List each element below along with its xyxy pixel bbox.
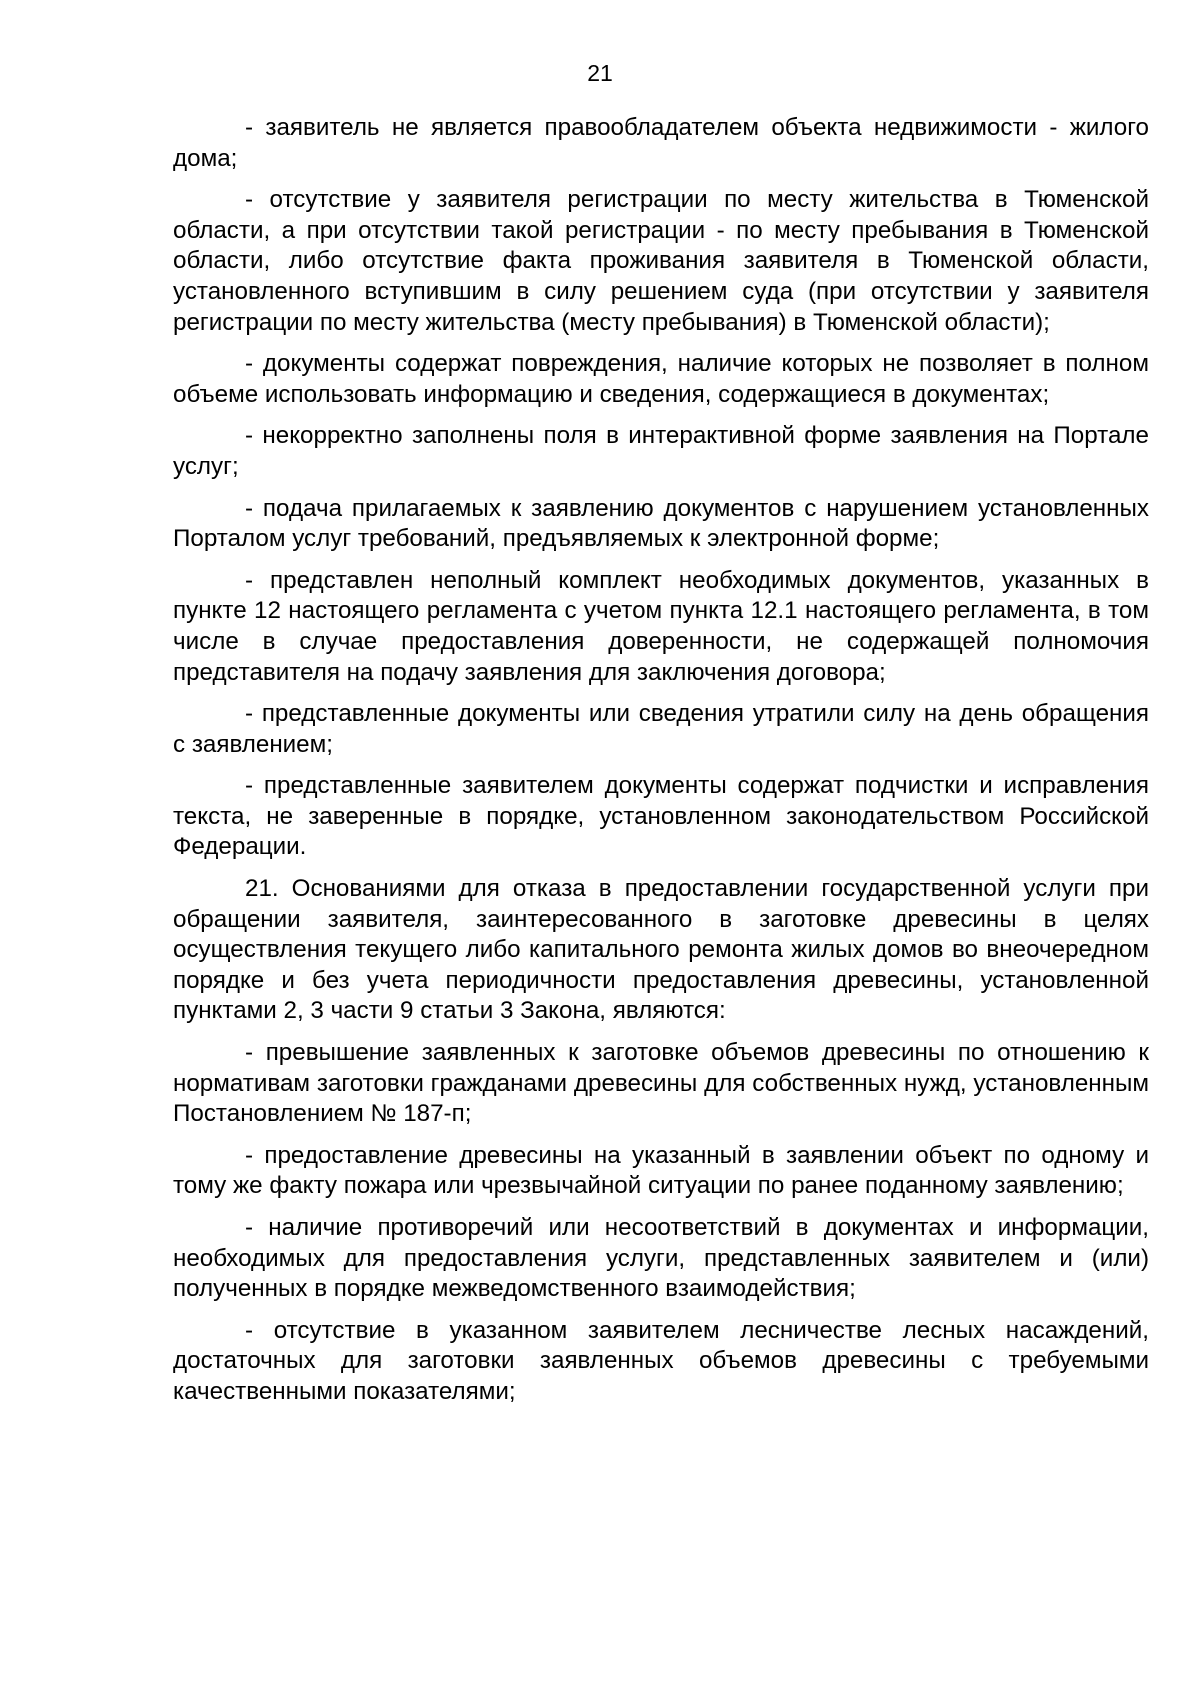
paragraph: - заявитель не является правообладателем объекта недвижимости - жилого дома;	[173, 114, 1149, 172]
paragraph: - подача прилагаемых к заявлению документов с нарушением установленных Порталом услуг требований, предъявляемых к электронной форме;	[173, 494, 1149, 553]
paragraph: - отсутствие у заявителя регистрации по месту жительства в Тюменской области, а при отсутствии такой регистрации - по месту пребывания в Тюменской области, либо отсутствие факта проживания заявителя в Тюменской области, установленного вступившим в силу решением суда (при отсутствии у заявителя регистрации по месту жительства (месту пребывания) в Тюменской области);	[173, 186, 1149, 336]
paragraph: - некорректно заполнены поля в интерактивной форме заявления на Портале услуг;	[173, 422, 1149, 480]
document-body	[173, 113, 1149, 1419]
paragraph: - отсутствие в указанном заявителем лесничестве лесных насаждений, достаточных для заготовки заявленных объемов древесины с требуемыми качественными показателями;	[173, 1316, 1149, 1405]
paragraph: - документы содержат повреждения, наличие которых не позволяет в полном объеме использовать информацию и сведения, содержащиеся в документах;	[173, 350, 1149, 408]
paragraph: - представленные документы или сведения утратили силу на день обращения с заявлением;	[173, 700, 1149, 758]
page-number: 21	[587, 60, 613, 86]
paragraph: - наличие противоречий или несоответствий в документах и информации, необходимых для предоставления услуги, представленных заявителем и (или) полученных в порядке межведомственного взаимодействия;	[173, 1214, 1149, 1303]
paragraph: - превышение заявленных к заготовке объемов древесины по отношению к нормативам заготовки гражданами древесины для собственных нужд, установленным Постановлением № 187-п;	[173, 1039, 1149, 1128]
paragraph: - представленные заявителем документы содержат подчистки и исправления текста, не заверенные в порядке, установленном законодательством Российской Федерации.	[173, 772, 1149, 861]
paragraph: 21. Основаниями для отказа в предоставлении государственной услуги при обращении заявителя, заинтересованного в заготовке древесины в целях осуществления текущего либо капитального ремонта жилых домов во внеочередном порядке и без учета периодичности предоставления древесины, установленной пунктами 2, 3 части 9 статьи 3 Закона, являются:	[173, 875, 1149, 1025]
paragraph: - представлен неполный комплект необходимых документов, указанных в пункте 12 настоящего регламента с учетом пункта 12.1 настоящего регламента, в том числе в случае предоставления доверенности, не содержащей полномочия представителя на подачу заявления для заключения договора;	[173, 566, 1149, 686]
paragraph: - предоставление древесины на указанный в заявлении объект по одному и тому же факту пожара или чрезвычайной ситуации по ранее поданному заявлению;	[173, 1141, 1149, 1200]
